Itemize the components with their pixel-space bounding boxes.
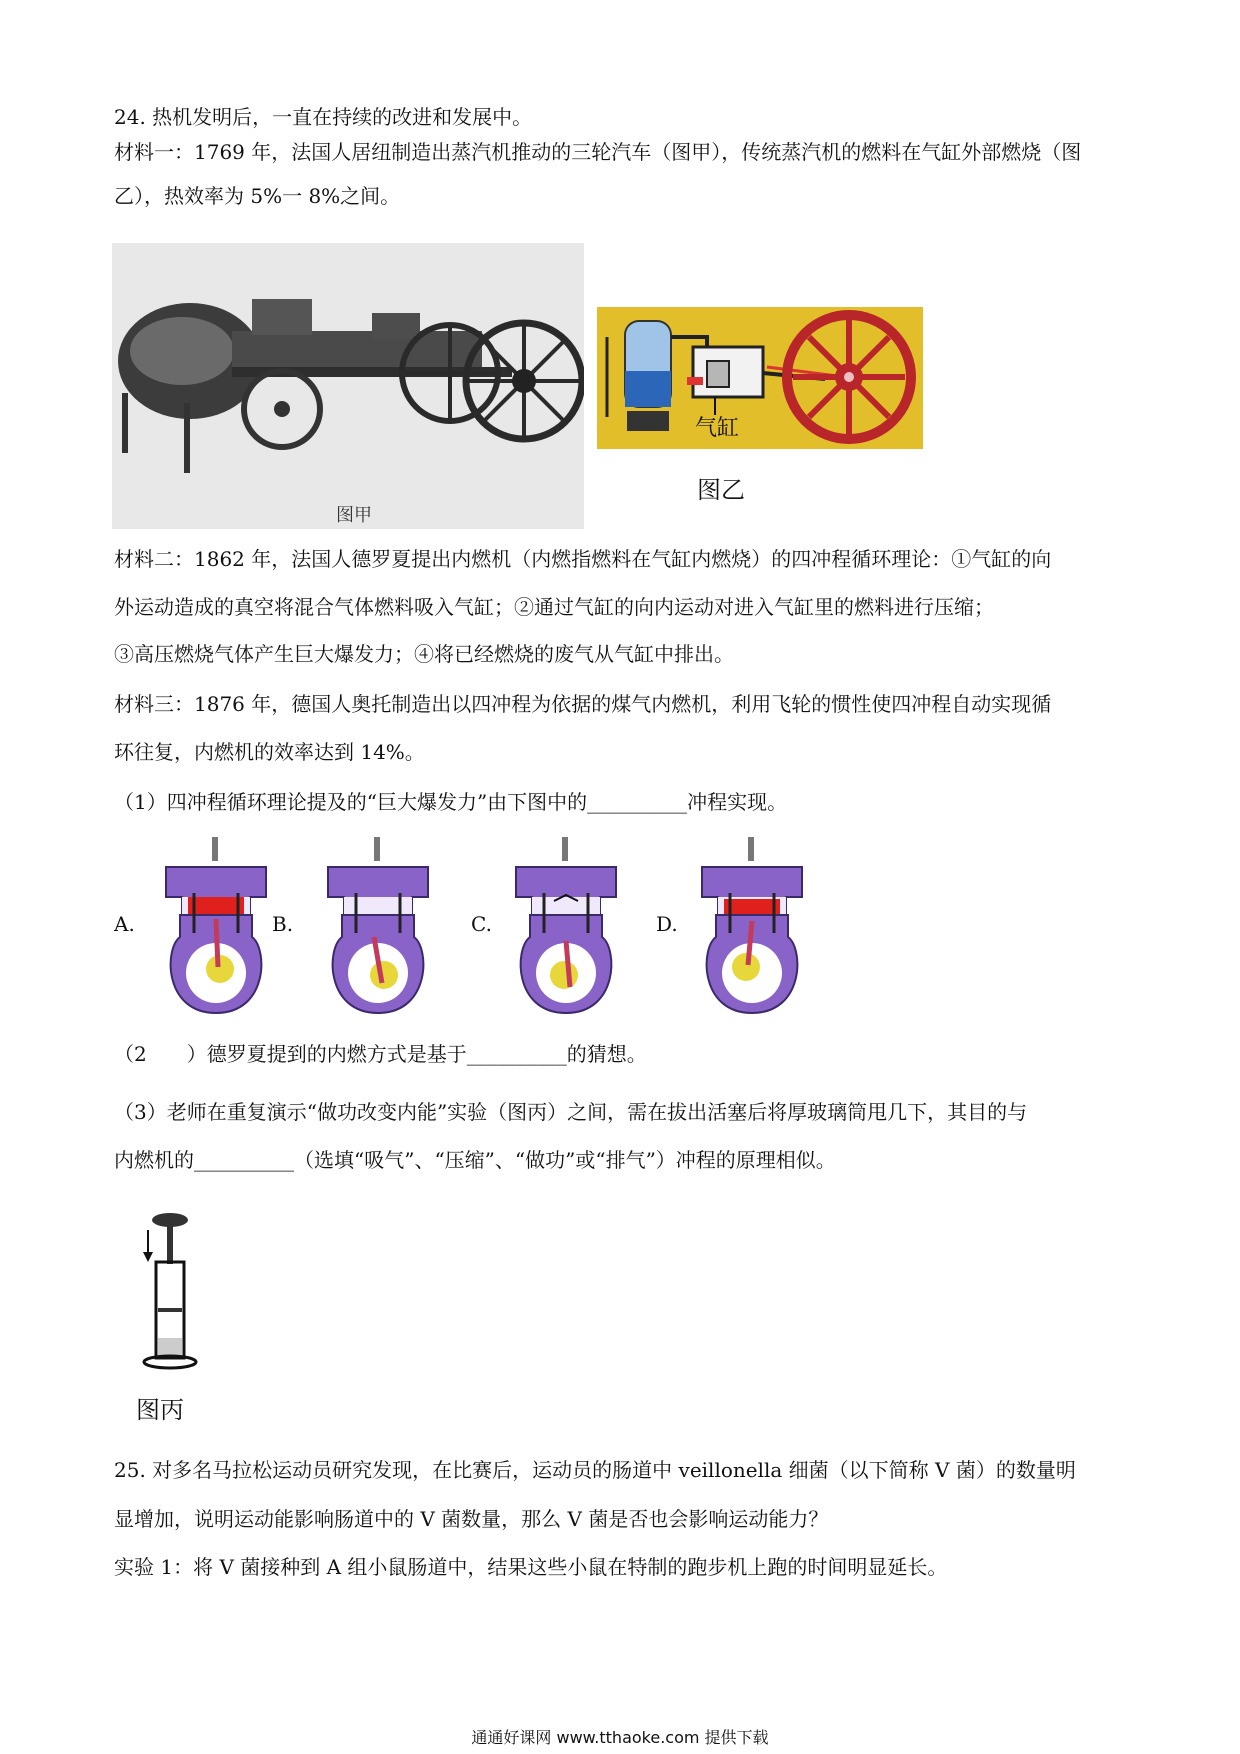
steam-carriage-illustration <box>112 243 584 529</box>
page-footer: 通通好课网 www.tthaoke.com 提供下载 <box>471 1728 769 1747</box>
figure-yi <box>597 307 923 449</box>
q24-material3-line2: 环往复，内燃机的效率达到 14%。 <box>114 740 425 764</box>
option-d-label: D. <box>656 912 678 936</box>
q24-material2-line1: 材料二：1862 年，法国人德罗夏提出内燃机（内燃指燃料在气缸内燃烧）的四冲程循环理论：①气缸的向 <box>114 547 1052 571</box>
q24-sub3-line2: 内燃机的__________（选填“吸气”、“压缩”、“做功”或“排气”）冲程的原理相似。 <box>114 1148 836 1172</box>
option-b-label: B. <box>272 912 294 936</box>
engine-option-a-icon <box>160 837 272 1015</box>
glass-cylinder-icon <box>136 1210 200 1372</box>
option-c-label: C. <box>471 912 492 936</box>
q25-line1: 25. 对多名马拉松运动员研究发现，在比赛后，运动员的肠道中 veillonella 细菌（以下简称 V 菌）的数量明 <box>114 1458 1076 1482</box>
figure-bing-caption: 图丙 <box>136 1396 184 1424</box>
engine-option-d-icon <box>696 837 808 1015</box>
q24-material2-line2: 外运动造成的真空将混合气体燃料吸入气缸；②通过气缸的向内运动对进入气缸里的燃料进行压缩； <box>114 595 994 619</box>
figure-jia-caption: 图甲 <box>336 505 372 526</box>
q24-material3-line1: 材料三：1876 年，德国人奥托制造出以四冲程为依据的煤气内燃机，利用飞轮的惯性使四冲程自动实现循 <box>114 692 1052 716</box>
q24-sub2: （2 ）德罗夏提到的内燃方式是基于__________的猜想。 <box>114 1042 647 1066</box>
q24-sub3-line1: （3）老师在重复演示“做功改变内能”实验（图丙）之间，需在拔出活塞后将厚玻璃筒甩几下，其目的与 <box>114 1100 1028 1124</box>
option-a-label: A. <box>114 912 135 936</box>
engine-option-c-icon <box>510 837 622 1015</box>
q25-experiment1: 实验 1：将 V 菌接种到 A 组小鼠肠道中，结果这些小鼠在特制的跑步机上跑的时间明显延长。 <box>114 1555 948 1579</box>
q24-sub1: （1）四冲程循环理论提及的“巨大爆发力”由下图中的__________冲程实现。 <box>114 790 788 814</box>
q24-material1-line2: 乙），热效率为 5%一 8%之间。 <box>114 184 401 208</box>
q24-material1-line1: 材料一：1769 年，法国人居纽制造出蒸汽机推动的三轮汽车（图甲），传统蒸汽机的燃料在气缸外部燃烧（图 <box>114 140 1082 164</box>
figure-yi-caption: 图乙 <box>697 476 745 504</box>
cylinder-label: 气缸 <box>695 416 740 441</box>
engine-option-b-icon <box>322 837 434 1015</box>
q25-line2: 显增加，说明运动能影响肠道中的 V 菌数量，那么 V 菌是否也会影响运动能力？ <box>114 1507 829 1531</box>
steam-engine-diagram <box>597 307 923 449</box>
figure-jia <box>112 243 584 529</box>
q24-material2-line3: ③高压燃烧气体产生巨大爆发力；④将已经燃烧的废气从气缸中排出。 <box>114 642 734 666</box>
q24-intro: 24. 热机发明后，一直在持续的改进和发展中。 <box>114 105 533 129</box>
